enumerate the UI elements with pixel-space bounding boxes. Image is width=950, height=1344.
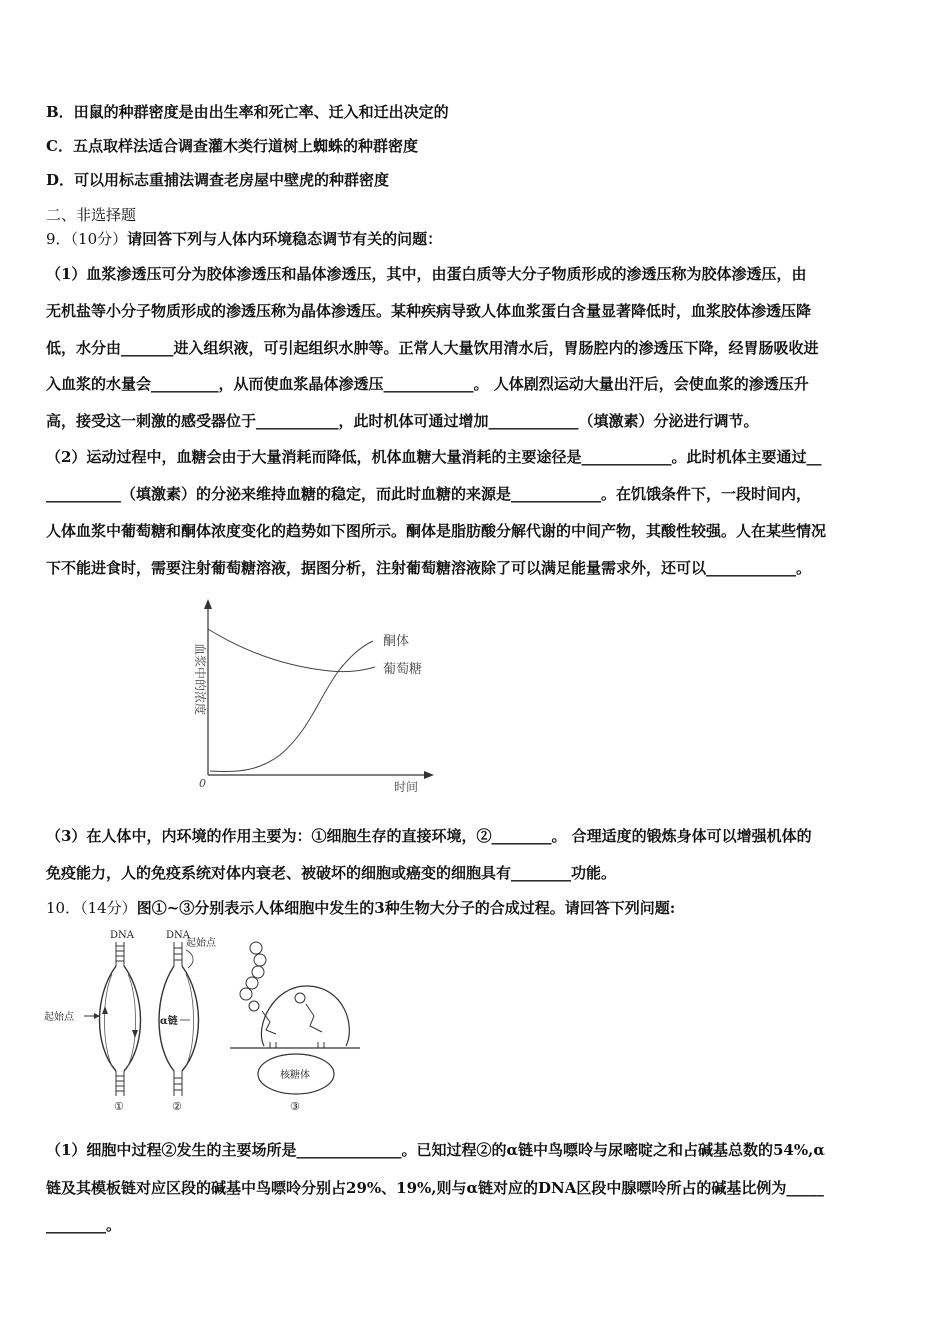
q9-p2-line4: 下不能进食时，需要注射葡萄糖溶液，据图分析，注射葡萄糖溶液除了可以满足能量需求外，还可以____________。 [46, 559, 812, 577]
graph-curve1-label: 酮体 [383, 634, 410, 649]
option-d: D．可以用标志重捕法调查老房屋中壁虎的种群密度 [46, 171, 390, 189]
q9-p1-line3: 低，水分由_______进入组织液，可引起组织水肿等。正常人大量饮用清水后，胃肠腔内的渗透压下降，经胃肠吸收进 [46, 339, 819, 357]
q9-p2-line1: （2）运动过程中，血糖会由于大量消耗而降低，机体血糖大量消耗的主要途径是____________。此时机体主要通过__ [46, 448, 822, 466]
fig1-dna-label: DNA [110, 930, 134, 941]
question-9-number: 9．（10分） [46, 230, 128, 248]
figure-3-translation [230, 942, 360, 1113]
fig3-ribosome-label: 核糖体 [280, 1070, 310, 1081]
macromolecule-synthesis-figure [44, 926, 374, 1116]
option-b: B．田鼠的种群密度是由出生率和死亡率、迁入和迁出决定的 [46, 103, 449, 121]
question-10-header [46, 898, 675, 918]
glucose-curve [208, 629, 375, 672]
fig2-number: ② [172, 1100, 182, 1113]
q9-p3-line2: 免疫能力，人的免疫系统对体内衰老、被破坏的细胞或癌变的细胞具有________功能。 [46, 864, 617, 882]
y-axis-arrow [204, 599, 212, 609]
figure-1-replication [44, 930, 141, 1113]
figure-2-transcription [159, 930, 217, 1113]
question-9-header [46, 229, 442, 249]
question-10-number: 10．（14分） [46, 899, 137, 917]
question-10-stem: 图①~③分别表示人体细胞中发生的3种生物大分子的合成过程。请回答下列问题: [136, 899, 676, 917]
graph-ylabel: 血浆中的浓度 [193, 643, 207, 716]
q9-p2-line3: 人体血浆中葡萄糖和酮体浓度变化的趋势如下图所示。酮体是脂肪酸分解代谢的中间产物，其酸性较强。人在某些情况 [46, 522, 827, 540]
fig1-start-label: 起始点 [44, 1012, 74, 1023]
graph-origin: 0 [199, 777, 206, 790]
section-title: 二、非选择题 [46, 206, 137, 224]
q9-p1-line2: 无机盐等小分子物质形成的渗透压称为晶体渗透压。某种疾病导致人体血浆蛋白含量显著降低时，血浆胶体渗透压降 [46, 302, 812, 320]
graph-curve2-label: 葡萄糖 [383, 662, 423, 677]
q10-p1-line3: ________。 [46, 1216, 122, 1234]
x-axis-arrow [424, 771, 434, 779]
option-c: C．五点取样法适合调查灌木类行道树上蜘蛛的种群密度 [46, 137, 418, 155]
ketone-curve [210, 641, 373, 772]
fig2-alpha-label: α链 [160, 1016, 178, 1027]
fig3-number: ③ [290, 1100, 300, 1113]
fig2-start-label: 起始点 [186, 938, 216, 949]
q10-p1-line2: 链及其模板链对应区段的碱基中鸟嘌呤分别占29%、19%,则与α链对应的DNA区段中腺嘌呤所占的碱基比例为_____ [46, 1179, 824, 1197]
q9-p2-line2: __________（填激素）的分泌来维持血糖的稳定，而此时血糖的来源是____________。在饥饿条件下，一段时间内， [46, 485, 812, 503]
q9-p1-line4: 入血浆的水量会_________，从而使血浆晶体渗透压____________。 人体剧烈运动大量出汗后，会使血浆的渗透压升 [46, 375, 809, 393]
fig2-dna-label: DNA [166, 930, 190, 941]
fig1-number: ① [114, 1100, 124, 1113]
q10-p1-line1: （1）细胞中过程②发生的主要场所是______________。已知过程②的α链中鸟嘌呤与尿嘧啶之和占碱基总数的54%,α [46, 1141, 825, 1159]
question-9-stem: 请回答下列与人体内环境稳态调节有关的问题： [127, 230, 443, 248]
q9-p3-line1: （3）在人体中，内环境的作用主要为：①细胞生存的直接环境，②________。 合理适度的锻炼身体可以增强机体的 [46, 827, 812, 845]
q9-p1-line1: （1）血浆渗透压可分为胶体渗透压和晶体渗透压，其中，由蛋白质等大分子物质形成的渗透压称为胶体渗透压，由 [46, 265, 807, 283]
ketone-glucose-graph [180, 595, 440, 800]
graph-xlabel: 时间 [394, 780, 419, 794]
q9-p1-line5: 高，接受这一刺激的感受器位于___________，此时机体可通过增加____________（填激素）分泌进行调节。 [46, 412, 759, 430]
